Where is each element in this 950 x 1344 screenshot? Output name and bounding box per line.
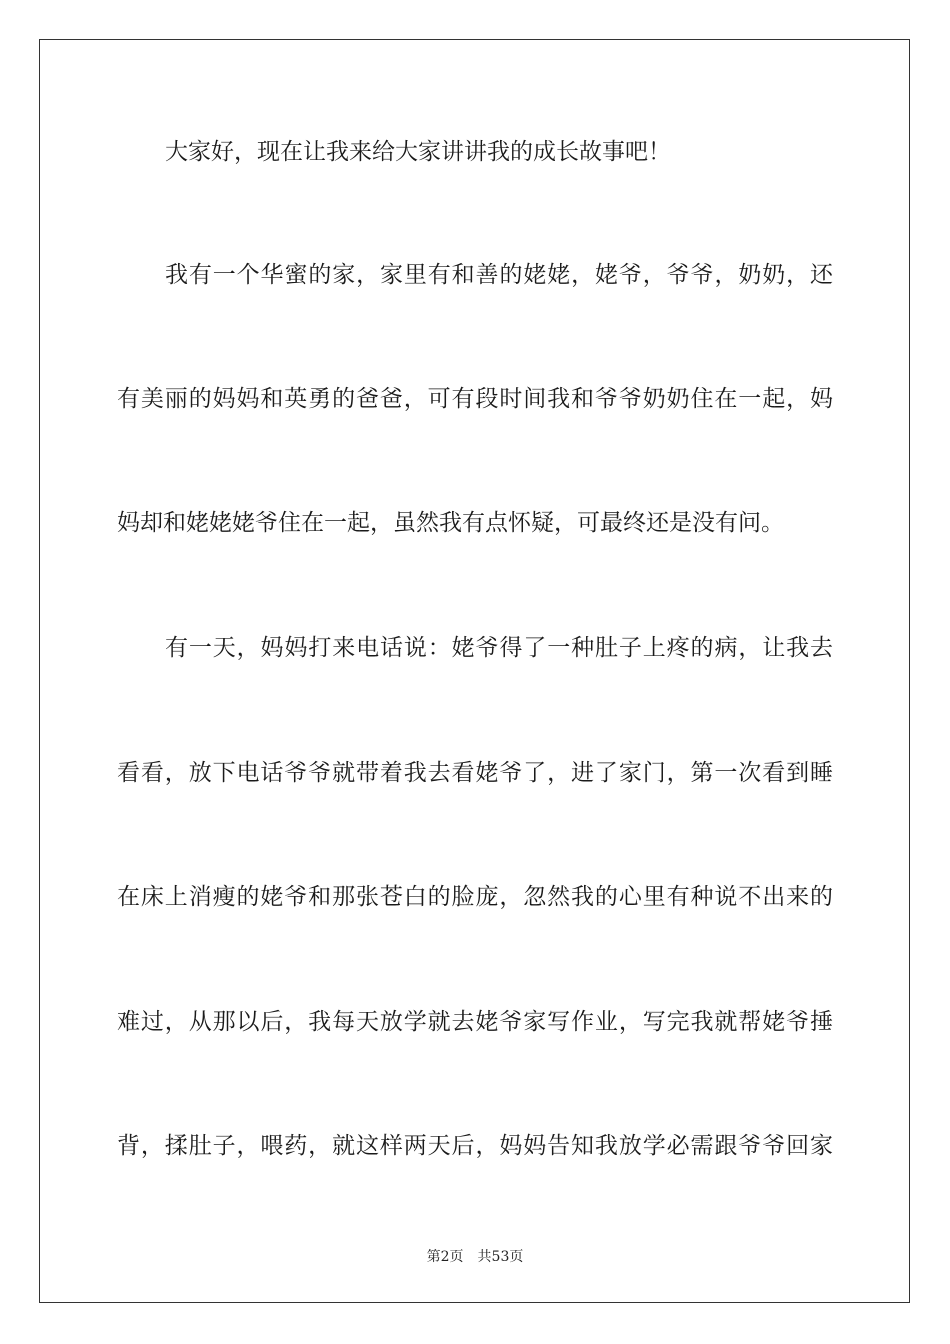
- paragraph-line-6: 看看，放下电话爷爷就带着我去看姥爷了，进了家门，第一次看到睡: [117, 760, 833, 786]
- paragraph-line-8: 难过，从那以后，我每天放学就去姥爷家写作业，写完我就帮姥爷捶: [117, 1009, 833, 1035]
- paragraph-line-5: 有一天，妈妈打来电话说：姥爷得了一种肚子上疼的病，让我去: [165, 635, 833, 661]
- page-total: 共53页: [477, 1249, 524, 1265]
- page-border: [39, 39, 910, 1303]
- paragraph-line-1: 大家好，现在让我来给大家讲讲我的成长故事吧！: [165, 139, 671, 165]
- page-number: 第2页: [426, 1249, 464, 1265]
- page-footer: [0, 1248, 950, 1266]
- paragraph-line-4: 妈却和姥姥姥爷住在一起，虽然我有点怀疑，可最终还是没有问。: [117, 510, 784, 536]
- paragraph-line-2: 我有一个华蜜的家，家里有和善的姥姥，姥爷，爷爷，奶奶，还: [165, 262, 833, 288]
- paragraph-line-3: 有美丽的妈妈和英勇的爸爸，可有段时间我和爷爷奶奶住在一起，妈: [117, 386, 833, 412]
- paragraph-line-9: 背，揉肚子，喂药，就这样两天后，妈妈告知我放学必需跟爷爷回家: [117, 1133, 833, 1159]
- paragraph-line-7: 在床上消瘦的姥爷和那张苍白的脸庞，忽然我的心里有种说不出来的: [117, 884, 833, 910]
